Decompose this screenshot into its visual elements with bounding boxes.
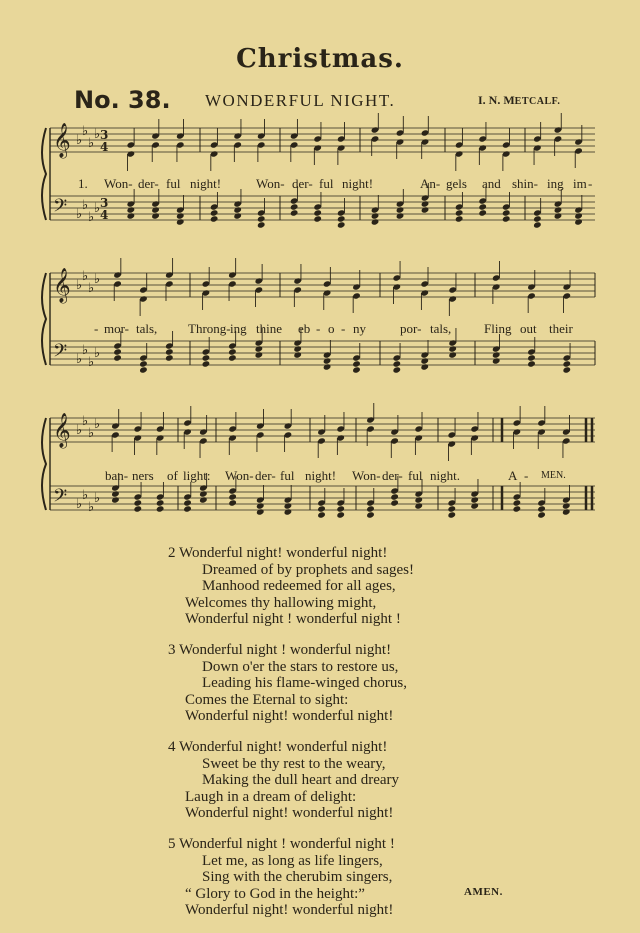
lyric-syllable: o: [328, 321, 335, 336]
time-signature: 4: [100, 140, 109, 154]
flat-icon: ♭: [94, 346, 101, 361]
verse-4: [168, 739, 568, 822]
note-head: [165, 348, 174, 355]
note-head: [317, 511, 326, 518]
verse-2: [168, 545, 568, 628]
lyric-syllable: night.: [430, 468, 460, 483]
lyric-syllable: der-: [138, 176, 159, 191]
time-signature: 3: [100, 128, 109, 142]
note-head: [133, 499, 142, 506]
treble-clef-icon: 𝄞: [53, 413, 71, 448]
note-head: [371, 212, 380, 219]
note-head: [228, 348, 237, 355]
verse-line: Sing with the cherubim singers,: [202, 869, 393, 886]
note-head: [527, 360, 536, 367]
note-head: [502, 209, 511, 216]
note-head: [554, 212, 563, 219]
note-head: [176, 218, 185, 225]
note-head: [133, 505, 142, 512]
note-head: [421, 200, 430, 207]
flat-icon: ♭: [88, 136, 95, 151]
lyric-syllable: 1.: [78, 176, 88, 191]
flat-icon: ♭: [94, 491, 101, 506]
note-head: [156, 505, 165, 512]
note-head: [317, 505, 326, 512]
time-signature: 3: [100, 196, 109, 210]
flat-icon: ♭: [94, 201, 101, 216]
note-head: [448, 351, 457, 358]
note-head: [527, 354, 536, 361]
lyric-syllable: out: [520, 321, 537, 336]
page-title: Christmas.: [236, 44, 404, 74]
note-head: [390, 499, 399, 506]
note-head: [156, 499, 165, 506]
composer-surname: ETCALF.: [514, 96, 561, 107]
note-head: [562, 360, 571, 367]
note-head: [562, 508, 571, 515]
note-head: [151, 212, 160, 219]
verse-number: 4: [168, 738, 176, 755]
verse-line: Laugh in a dream of delight:: [185, 788, 357, 805]
treble-clef-icon: 𝄞: [53, 123, 71, 158]
lyric-syllable: -: [341, 321, 346, 336]
note-head: [323, 357, 332, 364]
note-head: [257, 221, 266, 228]
flat-icon: ♭: [88, 500, 95, 515]
flat-icon: ♭: [82, 124, 89, 139]
note-head: [336, 511, 345, 518]
lyric-syllable: of: [167, 468, 178, 483]
lyric-syllable: ful: [408, 468, 423, 483]
note-head: [537, 505, 546, 512]
lyric-syllable: -: [588, 176, 593, 191]
lyric-syllable: -: [316, 321, 321, 336]
note-head: [127, 212, 136, 219]
verse-line: [168, 642, 568, 659]
lyric-syllable: ful: [280, 468, 295, 483]
flat-icon: ♭: [82, 269, 89, 284]
note-head: [256, 502, 265, 509]
lyric-syllable: shin-: [512, 176, 538, 191]
closing-amen: AMEN.: [464, 886, 503, 898]
lyric-syllable: eb: [298, 321, 311, 336]
note-head: [284, 502, 293, 509]
note-head: [293, 351, 302, 358]
lyric-syllable: An-: [420, 176, 441, 191]
note-head: [448, 345, 457, 352]
lyric-syllable: Throng-: [188, 321, 231, 336]
note-head: [151, 206, 160, 213]
note-head: [392, 366, 401, 373]
note-head: [210, 209, 219, 216]
lyric-syllable: night!: [305, 468, 337, 483]
note-head: [233, 206, 242, 213]
lyric-syllable: gels: [446, 176, 467, 191]
lyric-syllable: der-: [255, 468, 276, 483]
flat-icon: ♭: [82, 488, 89, 503]
flat-icon: ♭: [76, 423, 83, 438]
note-head: [447, 511, 456, 518]
note-head: [492, 351, 501, 358]
note-head: [366, 511, 375, 518]
note-head: [127, 206, 136, 213]
note-head: [478, 203, 487, 210]
flat-icon: ♭: [94, 127, 101, 142]
verse-text: Wonderful night! wonderful night!: [178, 738, 388, 755]
verse-line: Making the dull heart and dreary: [202, 772, 400, 789]
flat-icon: ♭: [76, 133, 83, 148]
note-head: [537, 511, 546, 518]
music-system-1: [50, 118, 600, 243]
note-head: [337, 221, 346, 228]
lyric-syllable: tals,: [430, 321, 452, 336]
note-head: [420, 363, 429, 370]
note-head: [290, 203, 299, 210]
verse-line: Let me, as long as life lingers,: [202, 852, 383, 869]
flat-icon: ♭: [82, 343, 89, 358]
composer: [478, 93, 560, 108]
note-head: [352, 360, 361, 367]
note-head: [470, 496, 479, 503]
note-head: [165, 354, 174, 361]
note-head: [111, 490, 120, 497]
note-head: [371, 218, 380, 225]
note-head: [293, 345, 302, 352]
note-head: [337, 215, 346, 222]
note-head: [392, 360, 401, 367]
lyric-syllable: Won-: [225, 468, 254, 483]
verse-line: Welcomes thy hallowing might,: [185, 594, 377, 611]
note-head: [574, 212, 583, 219]
note-head: [492, 357, 501, 364]
treble-clef-icon: 𝄞: [53, 268, 71, 303]
lyric-syllable: ful: [166, 176, 181, 191]
note-head: [574, 218, 583, 225]
note-head: [233, 212, 242, 219]
lyric-syllable: por-: [400, 321, 422, 336]
lyric-syllable: their: [549, 321, 573, 336]
note-head: [183, 505, 192, 512]
verse-number: 2: [168, 545, 176, 561]
note-head: [202, 360, 211, 367]
verse-line: Dreamed of by prophets and sages!: [202, 561, 415, 578]
bass-clef-icon: 𝄢: [53, 196, 68, 221]
verse-line: Wonderful night! wonderful night!: [185, 902, 394, 919]
verse-line: Comes the Eternal to sight:: [185, 691, 349, 708]
flat-icon: ♭: [88, 281, 95, 296]
note-head: [313, 215, 322, 222]
note-head: [199, 496, 208, 503]
note-head: [255, 351, 264, 358]
verse-number: 5: [168, 835, 176, 852]
flat-icon: ♭: [88, 210, 95, 225]
flat-icon: ♭: [76, 278, 83, 293]
note-head: [336, 505, 345, 512]
lyric-syllable: ban-: [105, 468, 129, 483]
verse-line: Down o'er the stars to restore us,: [202, 658, 399, 675]
brace: [42, 273, 46, 365]
lyric-syllable: Won-: [104, 176, 133, 191]
verse-text: Wonderful night! wonderful night!: [178, 545, 388, 561]
lyrics-line-2: [50, 321, 600, 337]
note-head: [396, 206, 405, 213]
note-head: [352, 366, 361, 373]
music-system-3: [50, 408, 600, 533]
note-head: [210, 215, 219, 222]
verse-line: Sweet be thy rest to the weary,: [202, 755, 386, 772]
note-head: [257, 215, 266, 222]
lyric-syllable: ing: [547, 176, 564, 191]
lyrics-line-1: [50, 176, 600, 192]
note-head: [455, 209, 464, 216]
flat-icon: ♭: [88, 355, 95, 370]
note-head: [366, 505, 375, 512]
note-head: [554, 206, 563, 213]
note-head: [176, 212, 185, 219]
note-head: [228, 354, 237, 361]
note-head: [113, 354, 122, 361]
bass-clef-icon: 𝄢: [53, 341, 68, 366]
verse-line: [168, 545, 568, 562]
note-head: [284, 508, 293, 515]
note-head: [414, 502, 423, 509]
flat-icon: ♭: [94, 272, 101, 287]
composer-initials: I. N. M: [478, 93, 515, 107]
lyric-syllable: ners: [132, 468, 154, 483]
lyric-syllable: Fling: [484, 321, 512, 336]
verse-text: Wonderful night ! wonderful night !: [178, 835, 395, 852]
note-head: [323, 363, 332, 370]
note-head: [470, 502, 479, 509]
lyric-syllable: night!: [342, 176, 374, 191]
lyric-syllable: A: [508, 468, 518, 483]
verse-line: [168, 836, 568, 853]
lyric-syllable: MEN.: [541, 470, 566, 481]
lyric-syllable: ful: [319, 176, 334, 191]
note-head: [447, 505, 456, 512]
lyric-syllable: mor-: [104, 321, 130, 336]
note-head: [420, 357, 429, 364]
note-head: [502, 215, 511, 222]
flat-icon: ♭: [94, 417, 101, 432]
verse-number: 3: [168, 641, 176, 658]
note-head: [290, 209, 299, 216]
lyrics-line-3: [50, 468, 600, 484]
flat-icon: ♭: [76, 497, 83, 512]
bass-clef-icon: 𝄢: [53, 486, 68, 511]
note-head: [228, 493, 237, 500]
hymn-title: WONDERFUL NIGHT.: [205, 91, 396, 110]
note-head: [111, 496, 120, 503]
music-system-2: [50, 263, 600, 388]
note-head: [313, 209, 322, 216]
note-head: [533, 215, 542, 222]
lyric-syllable: im: [573, 176, 587, 191]
verse-line: Wonderful night! wonderful night!: [185, 708, 394, 725]
verse-line: [168, 739, 568, 756]
flat-icon: ♭: [76, 352, 83, 367]
verse-line: Leading his flame-winged chorus,: [202, 675, 407, 692]
lyric-syllable: night!: [190, 176, 222, 191]
lyric-syllable: der-: [292, 176, 313, 191]
brace: [42, 128, 46, 220]
note-head: [255, 345, 264, 352]
note-head: [139, 366, 148, 373]
note-head: [228, 499, 237, 506]
note-head: [513, 499, 522, 506]
note-head: [421, 206, 430, 213]
lyric-syllable: thine: [256, 321, 282, 336]
note-head: [256, 508, 265, 515]
lyric-syllable: der-: [382, 468, 403, 483]
time-signature: 4: [100, 208, 109, 222]
verse-text: Wonderful night ! wonderful night!: [178, 641, 392, 658]
lyric-syllable: -: [94, 321, 99, 336]
lyric-syllable: ing: [230, 321, 247, 336]
lyric-syllable: Won-: [352, 468, 381, 483]
note-head: [562, 502, 571, 509]
verse-line: Wonderful night ! wonderful night !: [185, 611, 401, 628]
verse-line: “ Glory to God in the height:”: [185, 885, 365, 902]
lyric-syllable: -: [524, 468, 529, 483]
verse-line: Manhood redeemed for all ages,: [202, 578, 396, 595]
note-head: [139, 360, 148, 367]
verse-3: [168, 642, 568, 725]
note-head: [478, 209, 487, 216]
brace: [42, 418, 46, 510]
note-head: [199, 490, 208, 497]
flat-icon: ♭: [82, 198, 89, 213]
note-head: [113, 348, 122, 355]
verse-5: [168, 836, 568, 919]
flat-icon: ♭: [88, 426, 95, 441]
note-head: [396, 212, 405, 219]
note-head: [202, 354, 211, 361]
note-head: [513, 505, 522, 512]
lyric-syllable: ny: [353, 321, 366, 336]
verse-line: Wonderful night! wonderful night!: [185, 805, 394, 822]
note-head: [390, 493, 399, 500]
note-head: [414, 496, 423, 503]
verses: [168, 545, 568, 933]
flat-icon: ♭: [76, 207, 83, 222]
lyric-syllable: light:: [183, 468, 211, 483]
hymn-number: No. 38.: [74, 86, 171, 114]
note-head: [533, 221, 542, 228]
lyric-syllable: Won-: [256, 176, 285, 191]
lyric-syllable: and: [482, 176, 501, 191]
note-head: [562, 366, 571, 373]
lyric-syllable: tals,: [136, 321, 158, 336]
flat-icon: ♭: [82, 414, 89, 429]
note-head: [455, 215, 464, 222]
note-head: [183, 499, 192, 506]
